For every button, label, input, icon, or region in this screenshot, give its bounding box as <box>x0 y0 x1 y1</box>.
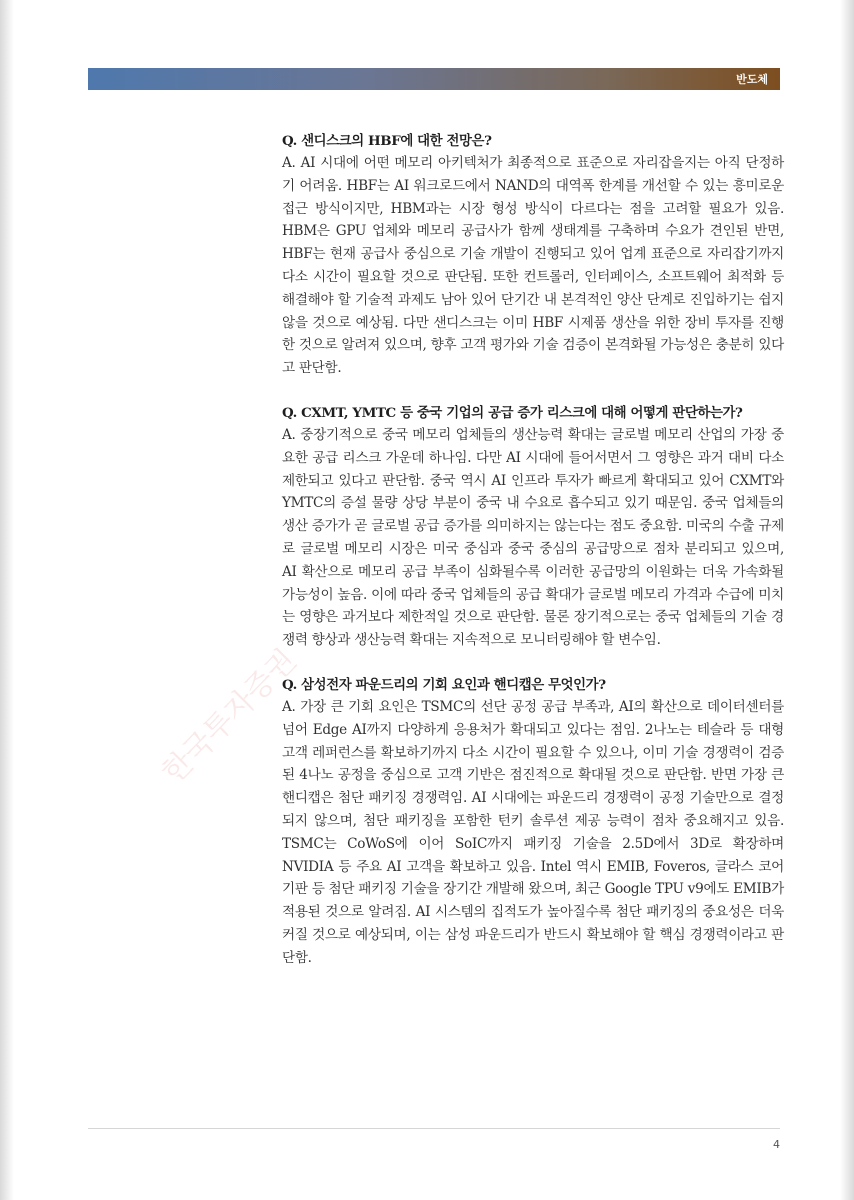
question-heading: Q. 샌디스크의 HBF에 대한 전망은? <box>282 133 492 149</box>
page-number: 4 <box>773 1138 780 1151</box>
qa-block-china-supply <box>282 402 784 652</box>
answer-paragraph: A. 가장 큰 기회 요인은 TSMC의 선단 공정 공급 부족과, AI의 확산으로 데이터센터를 넘어 Edge AI까지 다양하게 응용처가 확대되고 있다는 점임. 2나노는 테슬라 등 대형 고객 레퍼런스를 확보하기까지 다소 시간이 필요할 수 있으나, 이미 기술 경쟁력이 검증된 4나노 공정을 중심으로 고객 기반은 점진적으로 확대될 것으로 판단함. 반면 가장 큰 핸디캡은 첨단 패키징 경쟁력임. AI 시대에는 파운드리 경쟁력이 공정 기술만으로 결정되지 않으며, 첨단 패키징을 포함한 턴키 솔루션 제공 능력이 점차 중요해지고 있음. TSMC는 CoWoS에 이어 SoIC까지 패키징 기술을 2.5D에서 3D로 확장하며 NVIDIA 등 주요 AI 고객을 확보하고 있음. Intel 역시 EMIB, Foveros, 글라스 코어 기판 등 첨단 패키징 기술을 장기간 개발해 왔으며, 최근 Google TPU v9에도 EMIB가 적용된 것으로 알려짐. AI 시스템의 집적도가 높아질수록 첨단 패키징의 중요성은 더욱 커질 것으로 예상되며, 이는 삼성 파운드리가 반드시 확보해야 할 핵심 경쟁력이라고 판단함. <box>282 698 784 966</box>
qa-block-hbf <box>282 130 784 380</box>
question-heading: Q. 삼성전자 파운드리의 기회 요인과 핸디캡은 무엇인가? <box>282 676 606 693</box>
page-edge-right <box>840 0 854 1200</box>
answer-paragraph: A. 중장기적으로 중국 메모리 업체들의 생산능력 확대는 글로벌 메모리 산업의 가장 중요한 공급 리스크 가운데 하나임. 다만 AI 시대에 들어서면서 그 영향은 과거 대비 다소 제한되고 있다고 판단함. 중국 역시 AI 인프라 투자가 빠르게 확대되고 있어 CXMT와 YMTC의 증설 물량 상당 부분이 중국 내 수요로 흡수되고 있기 때문임. 중국 업체들의 생산 증가가 곧 글로벌 공급 증가를 의미하지는 않는다는 점도 중요함. 미국의 수출 규제로 글로벌 메모리 시장은 미국 중심과 중국 중심의 공급망으로 점차 분리되고 있으며, AI 확산으로 메모리 공급 부족이 심화될수록 이러한 공급망의 이원화는 더욱 가속화될 가능성이 높음. 이에 따라 중국 업체들의 공급 확대가 글로벌 메모리 가격과 수급에 미치는 영향은 과거보다 제한적일 것으로 판단함. 물론 장기적으로는 중국 업체들의 기술 경쟁력 향상과 생산능력 확대는 지속적으로 모니터링해야 할 변수임. <box>282 426 784 649</box>
footer-divider <box>88 1128 780 1129</box>
section-header-bar <box>88 68 780 90</box>
section-label: 반도체 <box>736 73 768 86</box>
report-body <box>282 130 784 992</box>
watermark: 한국투자증권 <box>155 642 304 791</box>
qa-block-samsung-foundry <box>282 674 784 970</box>
page-edge-left <box>0 0 14 1200</box>
question-heading: Q. CXMT, YMTC 등 중국 기업의 공급 증가 리스크에 대해 어떻게 판단하는가? <box>282 404 743 421</box>
answer-paragraph: A. AI 시대에 어떤 메모리 아키텍처가 최종적으로 표준으로 자리잡을지는 아직 단정하기 어려움. HBF는 AI 워크로드에서 NAND의 대역폭 한계를 개선할 수 있는 흥미로운 접근 방식이지만, HBM과는 시장 형성 방식이 다르다는 점을 고려할 필요가 있음. HBM은 GPU 업체와 메모리 공급사가 함께 생태계를 구축하며 수요가 견인된 반면, HBF는 현재 공급사 중심으로 기술 개발이 진행되고 있어 업계 표준으로 자리잡기까지 다소 시간이 필요할 것으로 판단됨. 또한 컨트롤러, 인터페이스, 소프트웨어 최적화 등 해결해야 할 기술적 과제도 남아 있어 단기간 내 본격적인 양산 단계로 진입하기는 쉽지 않을 것으로 예상됨. 다만 샌디스크는 이미 HBF 시제품 생산을 위한 장비 투자를 진행한 것으로 알려져 있으며, 향후 고객 평가와 기술 검증이 본격화될 가능성은 충분히 있다고 판단함. <box>282 155 784 377</box>
